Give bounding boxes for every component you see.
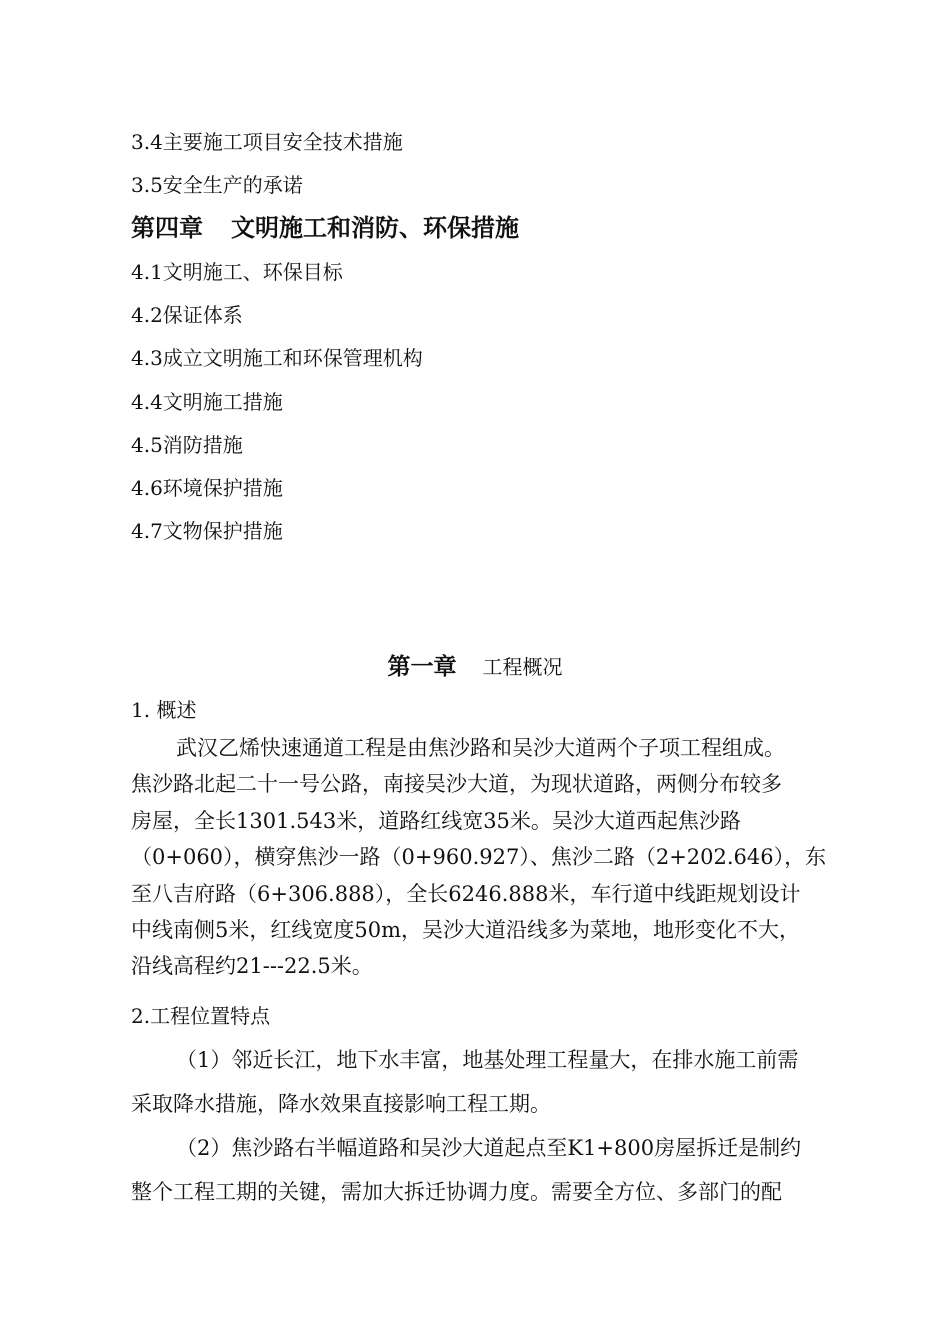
paragraph-line: （1）邻近长江，地下水丰富，地基处理工程量大，在排水施工前需 — [176, 1048, 799, 1072]
toc-item: 4.6环境保护措施 — [131, 476, 283, 500]
location-item-2 — [131, 1126, 851, 1214]
paragraph-line: 采取降水措施，降水效果直接影响工程工期。 — [131, 1092, 551, 1116]
toc-item: 3.4主要施工项目安全技术措施 — [131, 130, 403, 154]
toc-chapter-number: 第四章 — [131, 213, 203, 242]
section-heading: 2.工程位置特点 — [131, 1004, 271, 1028]
paragraph-line: 中线南侧5米，红线宽度50m，吴沙大道沿线多为菜地，地形变化不大， — [131, 917, 800, 942]
toc-item: 4.5消防措施 — [131, 433, 243, 457]
paragraph-line: 焦沙路北起二十一号公路，南接吴沙大道，为现状道路，两侧分布较多 — [131, 772, 782, 797]
paragraph-line: 整个工程工期的关键，需加大拆迁协调力度。需要全方位、多部门的配 — [131, 1180, 782, 1204]
toc-item: 3.5安全生产的承诺 — [131, 173, 303, 197]
toc-item: 4.7文物保护措施 — [131, 519, 283, 543]
chapter-title — [0, 648, 950, 681]
overview-paragraph — [131, 730, 851, 985]
section-heading: 1. 概述 — [131, 698, 197, 722]
toc-item: 4.1文明施工、环保目标 — [131, 260, 343, 284]
toc-chapter-title: 文明施工和消防、环保措施 — [231, 213, 519, 242]
toc-item: 4.3成立文明施工和环保管理机构 — [131, 346, 423, 370]
location-item-1 — [131, 1038, 851, 1126]
paragraph-line: 武汉乙烯快速通道工程是由焦沙路和吴沙大道两个子项工程组成。 — [176, 736, 785, 760]
chapter-number: 第一章 — [387, 653, 457, 680]
toc-chapter-heading — [131, 214, 519, 242]
toc-item: 4.2保证体系 — [131, 303, 243, 327]
paragraph-line: 沿线高程约21---22.5米。 — [131, 954, 373, 979]
paragraph-line: （0+060），横穿焦沙一路（0+960.927）、焦沙二路（2+202.646），东 — [131, 845, 827, 870]
paragraph-line: （2）焦沙路右半幅道路和吴沙大道起点至K1+800房屋拆迁是制约 — [176, 1136, 802, 1160]
chapter-name: 工程概况 — [482, 655, 563, 679]
paragraph-line: 房屋，全长1301.543米，道路红线宽35米。吴沙大道西起焦沙路 — [131, 808, 741, 833]
toc-item: 4.4文明施工措施 — [131, 390, 283, 414]
paragraph-line: 至八吉府路（6+306.888），全长6246.888米，车行道中线距规划设计 — [131, 881, 801, 906]
